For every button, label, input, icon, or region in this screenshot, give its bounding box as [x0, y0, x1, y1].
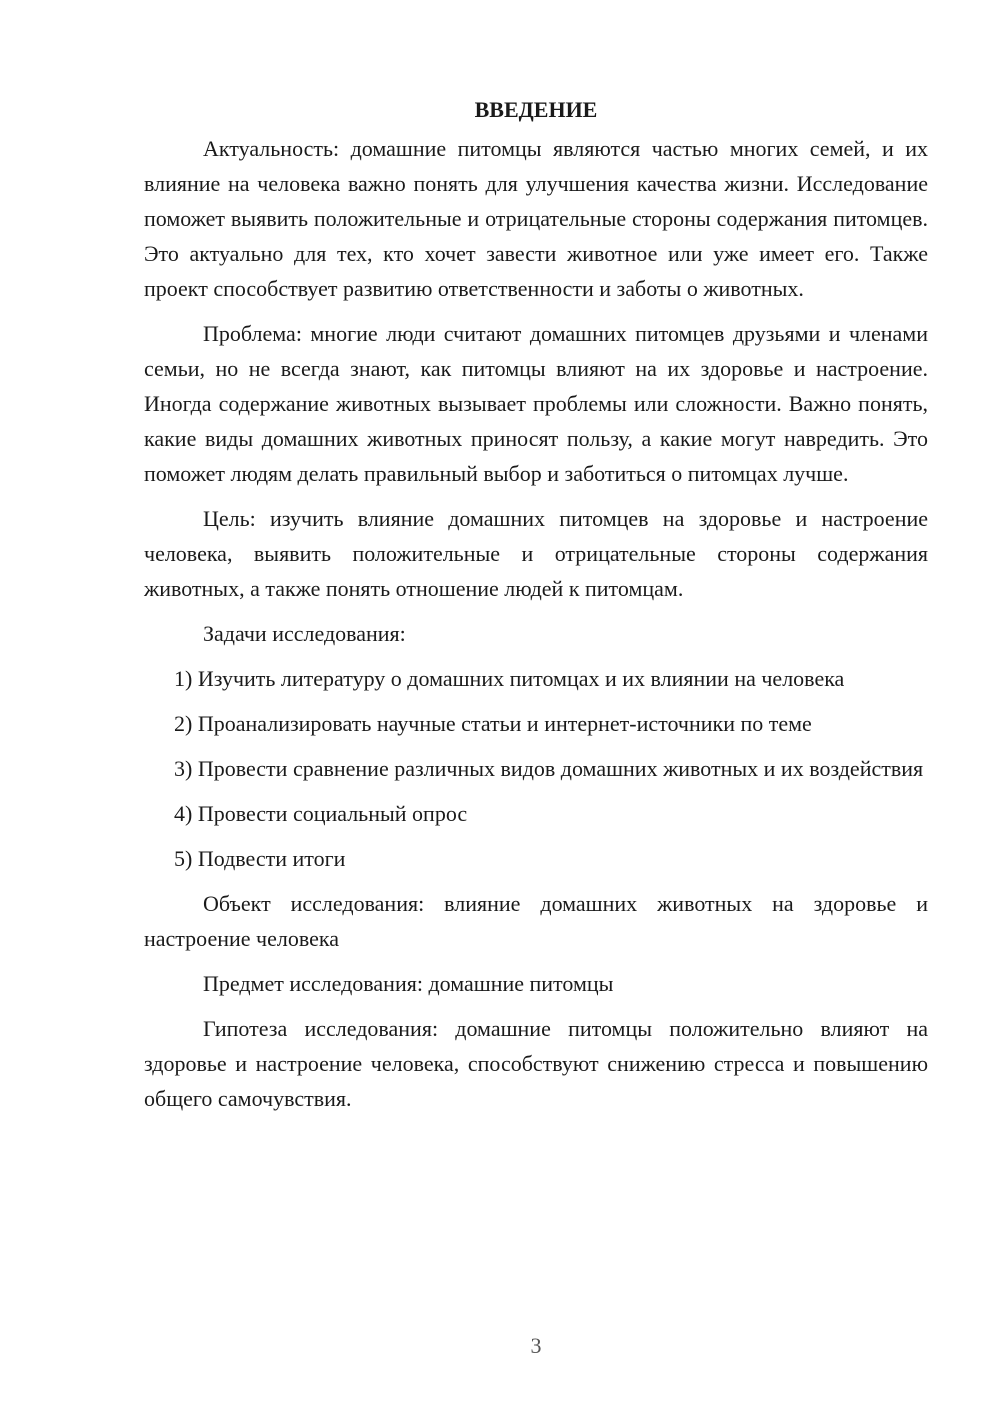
- task-item-1: 1) Изучить литературу о домашних питомцах и их влиянии на человека: [174, 666, 845, 691]
- task-item-5: 5) Подвести итоги: [174, 846, 346, 871]
- paragraph-relevance: Актуальность: домашние питомцы являются частью многих семей, и их влияние на человека важно понять для улучшения качества жизни. Исследование поможет выявить положительные и отрицательные стороны содержания питомцев. Это актуально для тех, кто хочет завести животное или уже имеет его. Также проект способствует развитию ответственности и заботы о животных.: [144, 136, 928, 301]
- paragraph-subject: Предмет исследования: домашние питомцы: [203, 971, 614, 996]
- tasks-heading: Задачи исследования:: [203, 621, 406, 646]
- paragraph-goal: Цель: изучить влияние домашних питомцев на здоровье и настроение человека, выявить положительные и отрицательные стороны содержания животных, а также понять отношение людей к питомцам.: [144, 506, 928, 601]
- paragraph-hypothesis: Гипотеза исследования: домашние питомцы положительно влияют на здоровье и настроение человека, способствуют снижению стресса и повышению общего самочувствия.: [144, 1016, 928, 1111]
- page-number: 3: [530, 1333, 542, 1358]
- document-page: [144, 92, 928, 1126]
- document-title: ВВЕДЕНИЕ: [474, 97, 598, 122]
- paragraph-problem: Проблема: многие люди считают домашних питомцев друзьями и членами семьи, но не всегда знают, как питомцы влияют на их здоровье и настроение. Иногда содержание животных вызывает проблемы или сложности. Важно понять, какие виды домашних животных приносят пользу, а какие могут навредить. Это поможет людям делать правильный выбор и заботиться о питомцах лучше.: [144, 321, 928, 486]
- paragraph-object: Объект исследования: влияние домашних животных на здоровье и настроение человека: [144, 891, 928, 951]
- task-item-4: 4) Провести социальный опрос: [174, 801, 468, 826]
- task-item-2: 2) Проанализировать научные статьи и интернет-источники по теме: [174, 711, 812, 736]
- task-item-3: 3) Провести сравнение различных видов домашних животных и их воздействия: [174, 756, 924, 781]
